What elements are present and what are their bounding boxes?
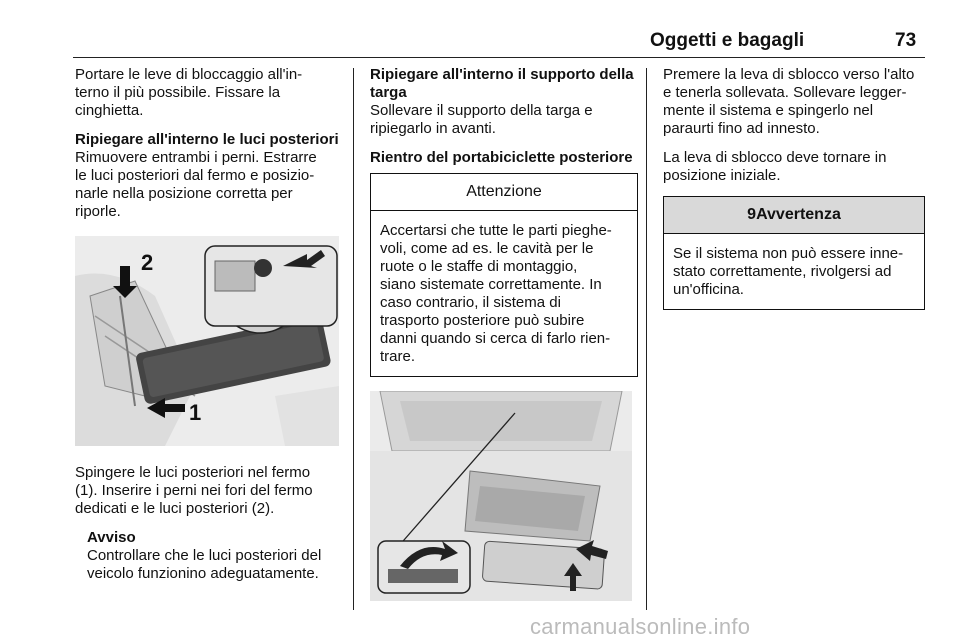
paragraph-release-lever: Premere la leva di sblocco verso l'alto e tenerla sollevata. Sollevare legger- mente il sistema e spingerlo nel paraurti fino ad innesto. xyxy=(663,66,915,137)
paragraph-fold-plate: Sollevare il supporto della targa e ripiegarlo in avanti. xyxy=(370,102,593,137)
column-1 xyxy=(75,66,343,583)
warning-text: Se il sistema non può essere inne- stato correttamente, rivolgersi ad un'officina. xyxy=(673,245,904,298)
note-block xyxy=(87,529,343,583)
figure-callout-2: 2 xyxy=(141,250,154,275)
heading-rear-lights: Ripiegare all'interno le luci posteriori xyxy=(75,131,339,148)
heading-bike-carrier: Rientro del portabiciclette posteriore xyxy=(370,149,633,166)
heading-license-plate: Ripiegare all'interno il supporto della targa xyxy=(370,66,634,101)
paragraph-remove-pins: Rimuovere entrambi i perni. Estrarre le luci posteriori dal fermo e posizio- narle nella posizione corretta per riporle. xyxy=(75,149,317,220)
column-separator-1 xyxy=(353,68,354,610)
column-3 xyxy=(663,66,925,310)
warning-box xyxy=(663,196,925,310)
paragraph-push-lights: Spingere le luci posteriori nel fermo (1). Inserire i perni nei fori del fermo dedicati e le luci posteriori (2). xyxy=(75,464,313,517)
header-rule xyxy=(73,57,925,58)
warning-header xyxy=(664,197,924,234)
warning-title: Avvertenza xyxy=(756,206,841,223)
figure-rear-lights xyxy=(75,236,339,446)
warning-icon: 9 xyxy=(747,206,757,223)
caution-text: Accertarsi che tutte le parti pieghe- voli, come ad es. le cavità per le ruote o le staffe di montaggio, siano sistemate correttamente. In caso contrario, il sistema di trasporto posteriore può subire danni quando si cerca di farlo rien- trare. xyxy=(380,222,612,365)
page-header-title: Oggetti e bagagli xyxy=(650,30,805,51)
column-2 xyxy=(370,66,638,601)
note-text: Controllare che le luci posteriori del veicolo funzionino adeguatamente. xyxy=(87,547,322,582)
paragraph-lever-return: La leva di sblocco deve tornare in posizione iniziale. xyxy=(663,149,887,184)
figure-bike-carrier xyxy=(370,391,632,601)
column-separator-2 xyxy=(646,68,647,610)
note-title: Avviso xyxy=(87,529,136,546)
page-number: 73 xyxy=(895,30,917,51)
caution-box xyxy=(370,173,638,377)
caution-title: Attenzione xyxy=(371,174,637,211)
figure-callout-1: 1 xyxy=(189,400,202,425)
paragraph-lock-levers: Portare le leve di bloccaggio all'in- terno il più possibile. Fissare la cinghietta. xyxy=(75,66,303,119)
watermark: carmanualsonline.info xyxy=(530,614,751,639)
